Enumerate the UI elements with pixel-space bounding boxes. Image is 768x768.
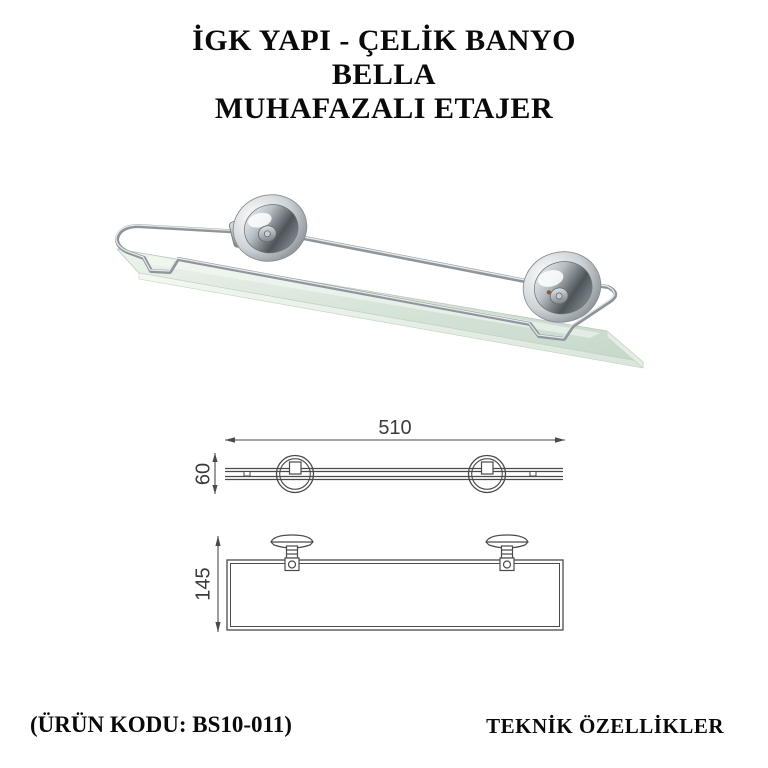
product-photo-illustration — [105, 176, 665, 384]
bracket-screw-right — [504, 561, 511, 568]
bracket-stem-left — [287, 546, 298, 558]
shelf-outline-inner — [231, 564, 560, 627]
dim-height-label: 60 — [192, 462, 215, 486]
dim-height-arrow-bottom — [212, 485, 217, 494]
bracket-stem-right — [502, 546, 513, 558]
product-code-label: (ÜRÜN KODU: BS10-011) — [30, 712, 292, 737]
dim-width-arrow-left — [225, 437, 235, 442]
dim-depth-arrow-bottom — [215, 622, 220, 632]
clip-notch-left — [244, 472, 250, 477]
front-view-drawing — [188, 413, 580, 515]
top-view-drawing — [188, 524, 580, 652]
title-line-3: MUHAFAZALI ETAJER — [214, 92, 554, 125]
product-title — [0, 24, 768, 126]
dim-depth-label: 145 — [192, 567, 215, 601]
product-photo — [105, 176, 665, 384]
dim-height-arrow-top — [212, 453, 217, 462]
screw-block-right — [482, 462, 494, 474]
title-line-1: İGK YAPI - ÇELİK BANYO — [192, 24, 576, 57]
dim-depth-arrow-top — [215, 536, 220, 546]
title-line-2: BELLA — [331, 58, 437, 91]
top-view-bracket-left — [271, 535, 313, 571]
dim-width-label: 510 — [378, 417, 412, 439]
dim-width-arrow-right — [555, 437, 565, 442]
tech-specs-label: TEKNİK ÖZELLİKLER — [486, 714, 724, 738]
wall-bracket-left — [224, 187, 314, 269]
top-view-bracket-right — [486, 535, 528, 571]
bracket-screw-left — [289, 561, 296, 568]
wall-bracket-right — [516, 244, 609, 331]
screw-block-left — [290, 462, 302, 474]
clip-notch-right — [530, 472, 536, 477]
